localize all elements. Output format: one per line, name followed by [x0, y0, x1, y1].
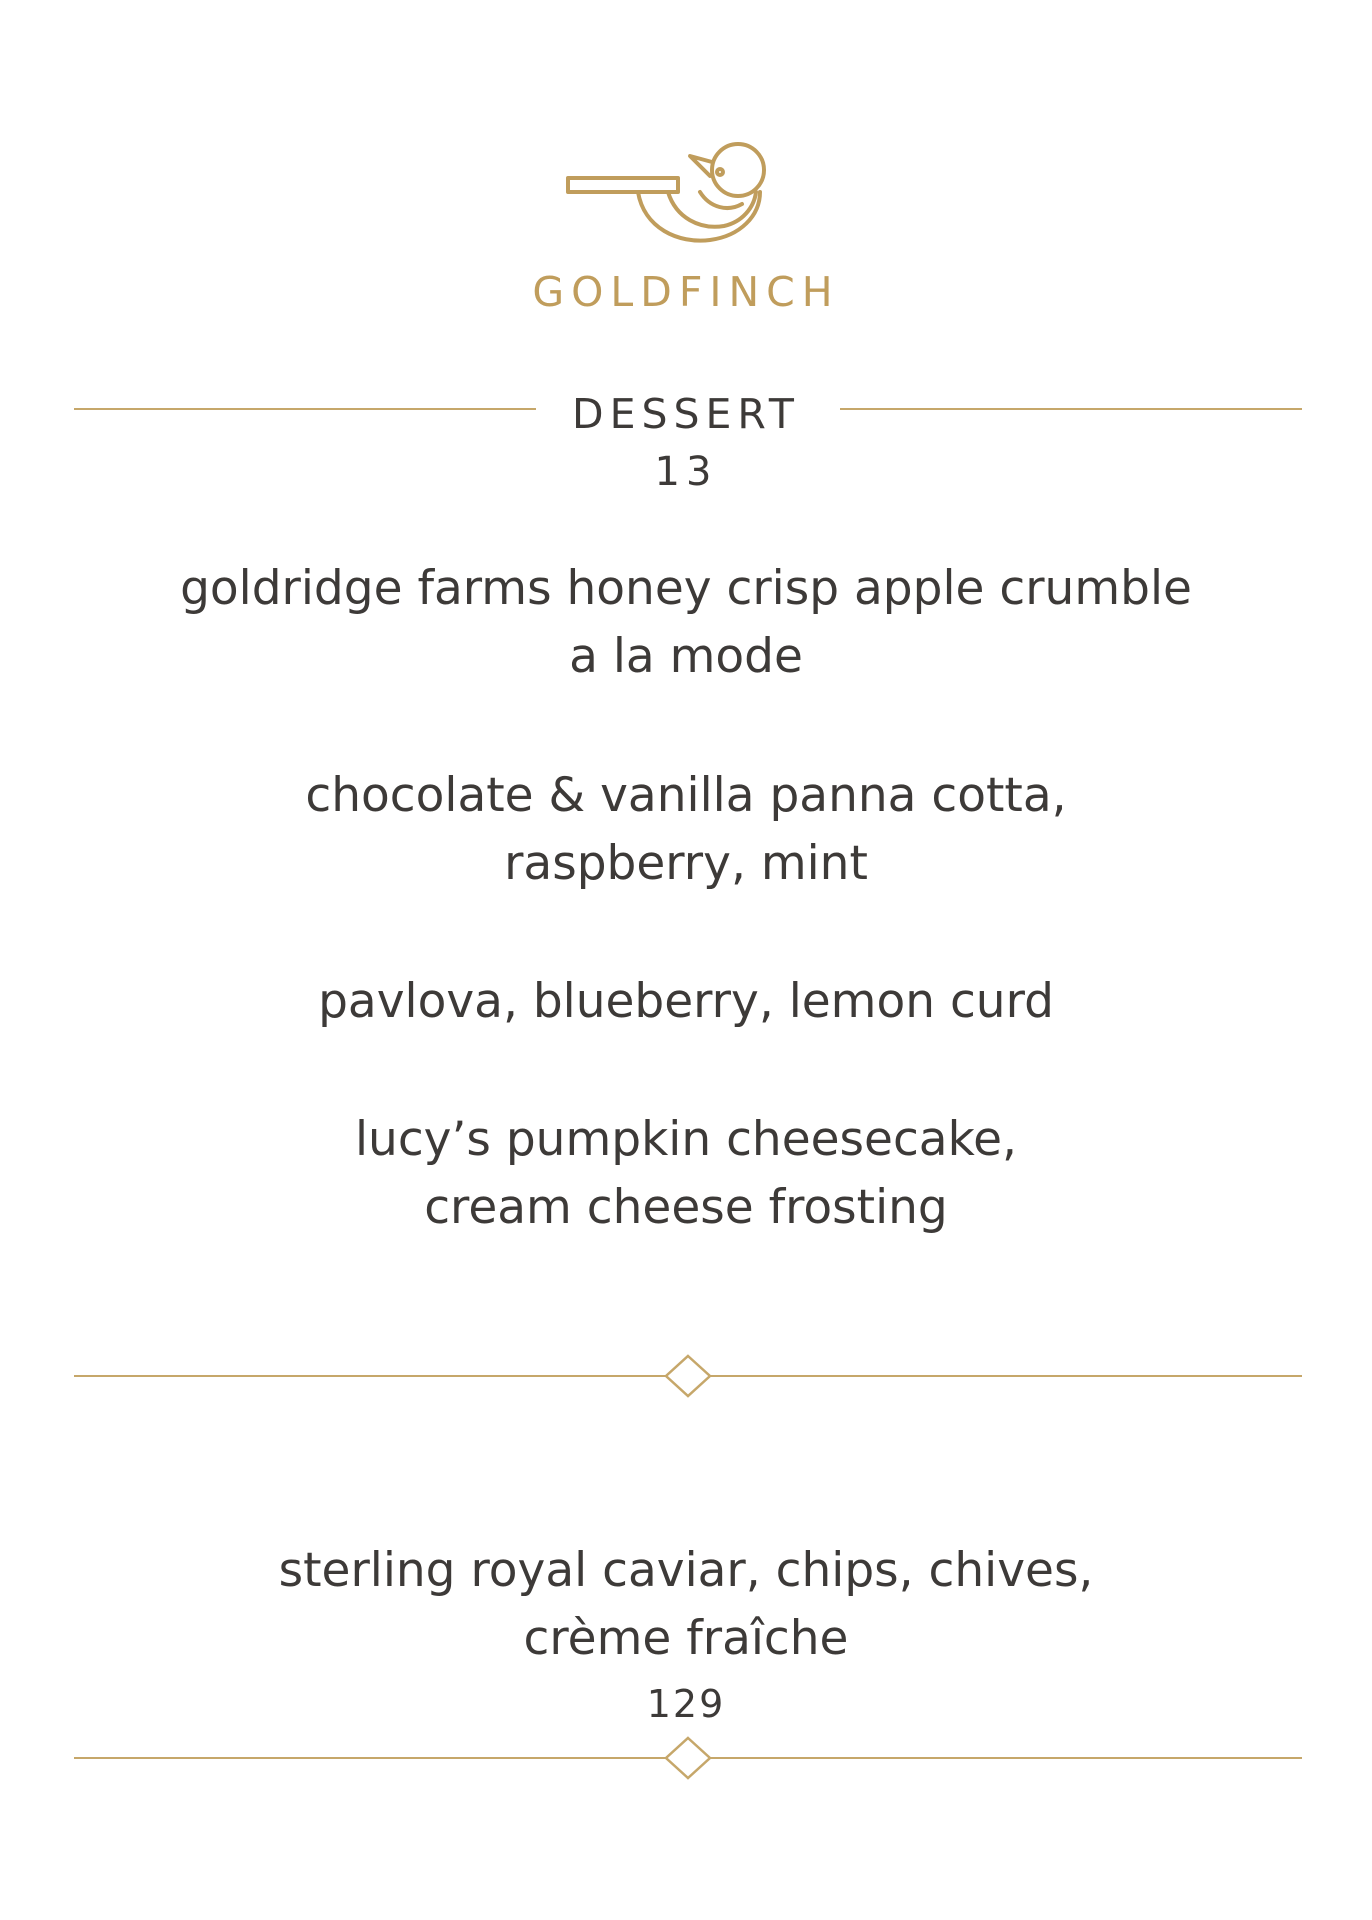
menu-item-line: sterling royal caviar, chips, chives, — [278, 1543, 1094, 1598]
diamond-divider — [74, 1734, 1302, 1782]
menu-item-line: lucy’s pumpkin cheesecake, — [354, 1112, 1018, 1167]
caviar-price: 129 — [646, 1682, 726, 1726]
diamond-icon — [666, 1738, 710, 1778]
diamond-divider — [74, 1352, 1302, 1400]
menu-item-line: goldridge farms honey crisp apple crumble — [180, 561, 1192, 616]
menu-item — [0, 1106, 1372, 1242]
menu-item — [0, 762, 1372, 898]
brand-name: GOLDFINCH — [532, 268, 840, 316]
menu-item-line: pavlova, blueberry, lemon curd — [318, 974, 1054, 1029]
menu-item — [0, 555, 1372, 691]
menu-item-line: crème fraîche — [523, 1611, 849, 1666]
section-title: DESSERT — [572, 390, 800, 438]
menu-item-line: cream cheese frosting — [424, 1180, 948, 1235]
menu-item-caviar — [0, 1537, 1372, 1673]
section-price: 13 — [654, 449, 718, 495]
menu-item-line: chocolate & vanilla panna cotta, — [305, 768, 1067, 823]
diamond-icon — [666, 1356, 710, 1396]
menu-item-line: a la mode — [569, 629, 803, 684]
menu-item-line: raspberry, mint — [504, 836, 868, 891]
menu-item — [0, 968, 1372, 1036]
goldfinch-bird-icon — [560, 132, 780, 250]
